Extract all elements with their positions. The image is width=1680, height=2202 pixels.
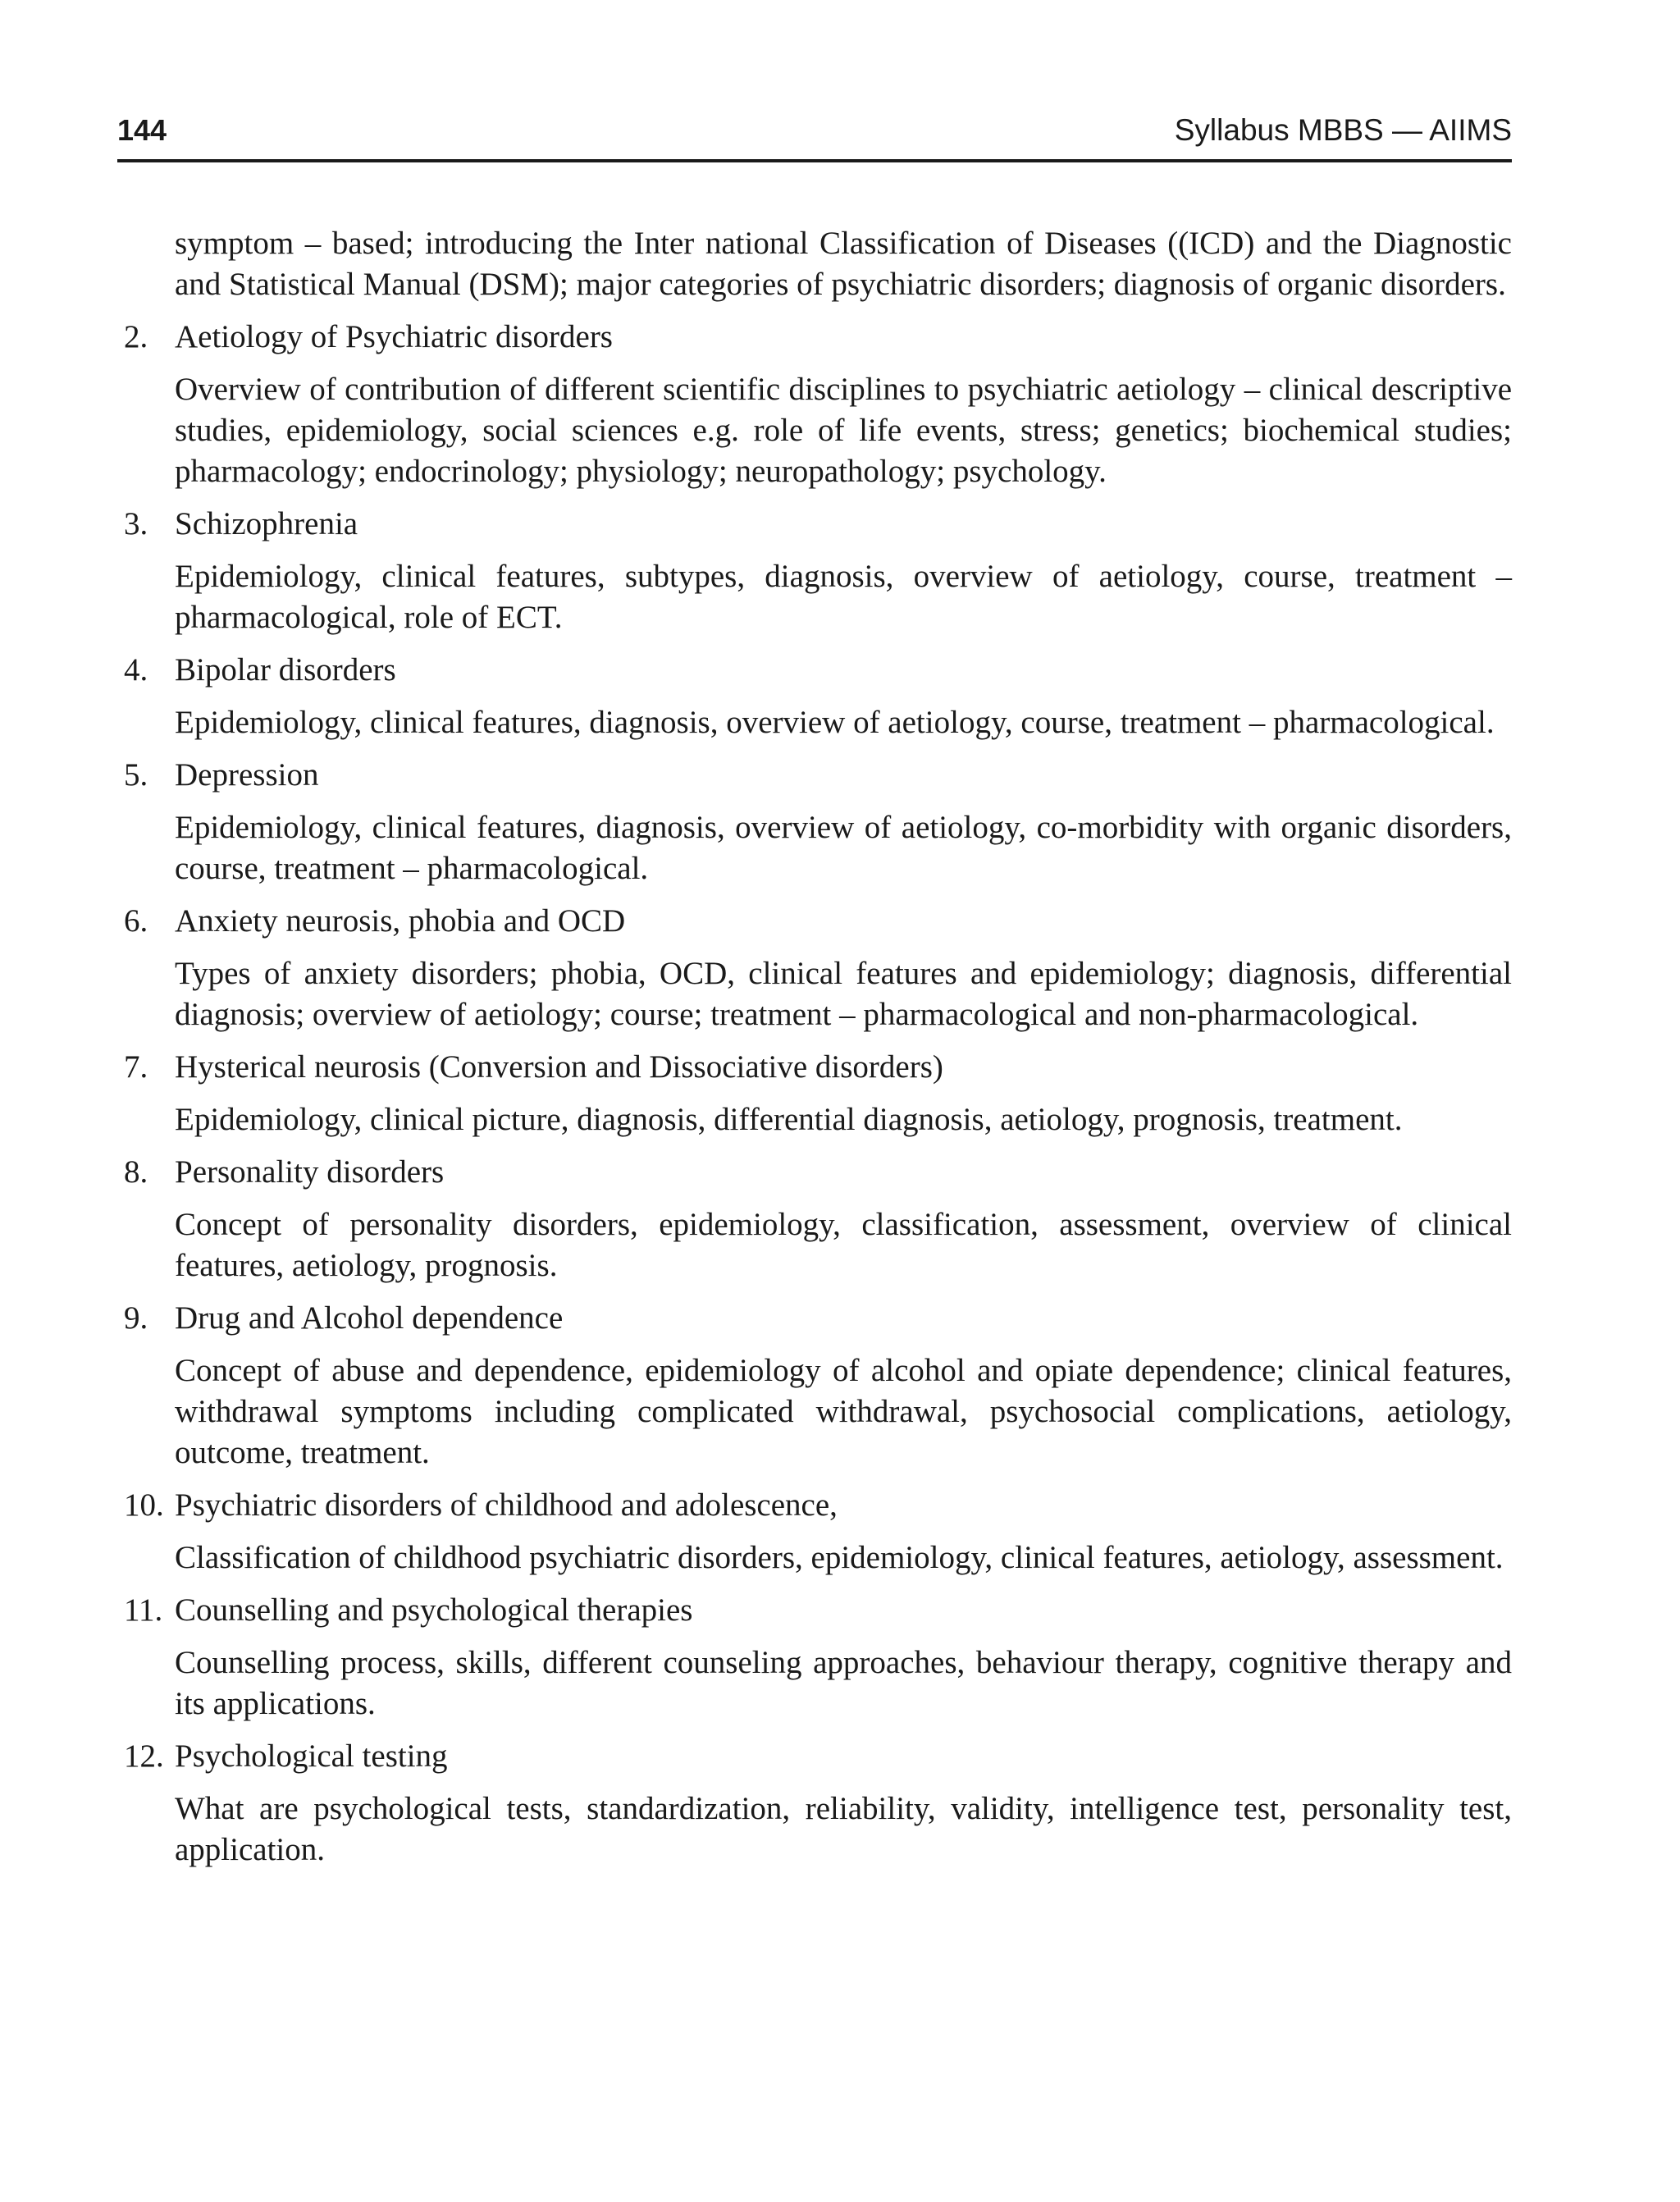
item-heading bbox=[117, 1485, 1512, 1526]
item-number: 3. bbox=[124, 506, 148, 541]
intro-paragraph: symptom – based; introducing the Inter national Classification of Diseases ((ICD) and the Diagnostic and Statistical Manual (DSM); major categories of psychiatric disorders; diagnosis of organic disorders. bbox=[175, 226, 1512, 302]
syllabus-item bbox=[117, 504, 1512, 638]
item-description: Overview of contribution of different scientific disciplines to psychiatric aetiology – clinical descriptive studies, epidemiology, social sciences e.g. role of life events, stress; genetics; biochemical studies; pharmacology; endocrinology; physiology; neuropathology; psychology. bbox=[175, 372, 1512, 489]
item-title: Aetiology of Psychiatric disorders bbox=[175, 319, 613, 354]
item-title: Schizophrenia bbox=[175, 506, 358, 541]
item-number: 8. bbox=[124, 1154, 148, 1190]
item-description: What are psychological tests, standardization, reliability, validity, intelligence test, personality test, application. bbox=[175, 1791, 1512, 1867]
item-description: Concept of personality disorders, epidemiology, classification, assessment, overview of clinical features, aetiology, prognosis. bbox=[175, 1207, 1512, 1283]
item-number: 5. bbox=[124, 757, 148, 793]
item-description: Types of anxiety disorders; phobia, OCD, clinical features and epidemiology; diagnosis, differential diagnosis; overview of aetiology; course; treatment – pharmacological and non-pharmacological. bbox=[175, 956, 1512, 1032]
syllabus-item bbox=[117, 1152, 1512, 1286]
item-title: Anxiety neurosis, phobia and OCD bbox=[175, 903, 626, 939]
syllabus-item bbox=[117, 1590, 1512, 1725]
item-description: Classification of childhood psychiatric disorders, epidemiology, clinical features, aetiology, assessment. bbox=[175, 1540, 1504, 1575]
syllabus-item bbox=[117, 901, 1512, 1035]
item-heading bbox=[117, 1152, 1512, 1193]
syllabus-item bbox=[117, 1298, 1512, 1473]
syllabus-item bbox=[117, 1485, 1512, 1578]
item-title: Drug and Alcohol dependence bbox=[175, 1300, 564, 1336]
item-title: Personality disorders bbox=[175, 1154, 445, 1190]
item-heading bbox=[117, 504, 1512, 545]
item-number: 10. bbox=[124, 1487, 164, 1523]
item-number: 12. bbox=[124, 1738, 164, 1774]
item-heading bbox=[117, 1590, 1512, 1631]
item-number: 11. bbox=[124, 1592, 163, 1628]
item-number: 2. bbox=[124, 319, 148, 354]
item-title: Bipolar disorders bbox=[175, 652, 396, 688]
running-head: Syllabus MBBS — AIIMS bbox=[1174, 113, 1512, 147]
item-number: 4. bbox=[124, 652, 148, 688]
item-description: Counselling process, skills, different counseling approaches, behaviour therapy, cognitive therapy and its applications. bbox=[175, 1645, 1512, 1721]
syllabus-item bbox=[117, 317, 1512, 492]
item-heading bbox=[117, 755, 1512, 796]
item-description: Epidemiology, clinical features, diagnosis, overview of aetiology, course, treatment – pharmacological. bbox=[175, 705, 1495, 740]
item-description: Epidemiology, clinical picture, diagnosis, differential diagnosis, aetiology, prognosis, treatment. bbox=[175, 1102, 1403, 1137]
item-heading bbox=[117, 1047, 1512, 1088]
item-title: Psychiatric disorders of childhood and adolescence, bbox=[175, 1487, 838, 1523]
item-description: Epidemiology, clinical features, diagnosis, overview of aetiology, co-morbidity with organic disorders, course, treatment – pharmacological. bbox=[175, 810, 1512, 886]
item-number: 6. bbox=[124, 903, 148, 939]
item-heading bbox=[117, 317, 1512, 358]
page-header bbox=[117, 108, 1512, 162]
syllabus-item bbox=[117, 1047, 1512, 1140]
item-description: Concept of abuse and dependence, epidemiology of alcohol and opiate dependence; clinical features, withdrawal symptoms including complicated withdrawal, psychosocial complications, aetiology, outcome, treatment. bbox=[175, 1353, 1512, 1470]
item-heading bbox=[117, 901, 1512, 942]
item-title: Depression bbox=[175, 757, 319, 793]
item-heading bbox=[117, 1298, 1512, 1339]
item-title: Hysterical neurosis (Conversion and Dissociative disorders) bbox=[175, 1049, 943, 1085]
item-number: 7. bbox=[124, 1049, 148, 1085]
item-number: 9. bbox=[124, 1300, 148, 1336]
page-number: 144 bbox=[117, 113, 167, 147]
item-title: Counselling and psychological therapies bbox=[175, 1592, 693, 1628]
syllabus-item bbox=[117, 650, 1512, 743]
syllabus-content bbox=[117, 223, 1512, 1882]
syllabus-item bbox=[117, 1736, 1512, 1871]
item-heading bbox=[117, 650, 1512, 691]
item-title: Psychological testing bbox=[175, 1738, 448, 1774]
syllabus-item bbox=[117, 755, 1512, 889]
item-heading bbox=[117, 1736, 1512, 1777]
item-description: Epidemiology, clinical features, subtypes, diagnosis, overview of aetiology, course, treatment – pharmacological, role of ECT. bbox=[175, 559, 1512, 635]
